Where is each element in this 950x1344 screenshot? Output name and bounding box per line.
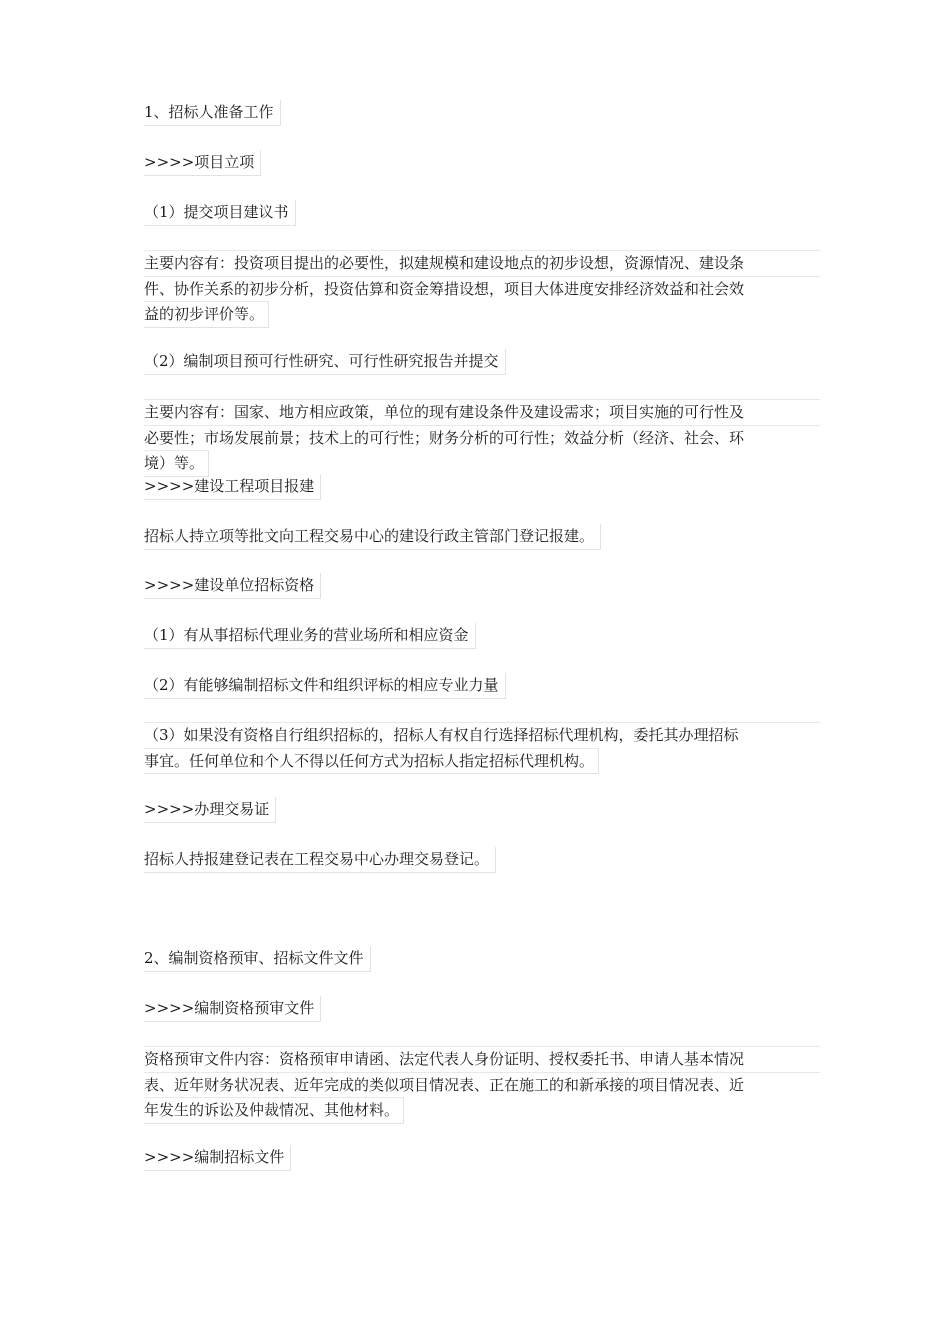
zige-item2: （2）有能够编制招标文件和组织评标的相应专业力量 xyxy=(144,673,506,699)
yushen-text xyxy=(144,1046,820,1124)
zhaobiao-title: >>>>编制招标文件 xyxy=(144,1145,291,1171)
yushen-title: >>>>编制资格预审文件 xyxy=(144,996,321,1022)
lixiang-item1-title: （1）提交项目建议书 xyxy=(144,200,296,226)
baojian-text: 招标人持立项等批文向工程交易中心的建设行政主管部门登记报建。 xyxy=(144,524,601,550)
paragraph-line: 事宜。任何单位和个人不得以任何方式为招标人指定招标代理机构。 xyxy=(144,748,599,775)
paragraph-line: 境）等。 xyxy=(144,450,209,477)
zige-item1: （1）有从事招标代理业务的营业场所和相应资金 xyxy=(144,623,476,649)
paragraph-line: 表、近年财务状况表、近年完成的类似项目情况表、正在施工的和新承接的项目情况表、近 xyxy=(144,1072,820,1098)
paragraph-line: 主要内容有：投资项目提出的必要性，拟建规模和建设地点的初步设想，资源情况、建设条 xyxy=(144,250,820,276)
paragraph-line: 益的初步评价等。 xyxy=(144,301,269,328)
paragraph-line: 件、协作关系的初步分析，投资估算和资金筹措设想，项目大体进度安排经济效益和社会效 xyxy=(144,276,820,302)
paragraph-line: 必要性；市场发展前景；技术上的可行性；财务分析的可行性；效益分析（经济、社会、环 xyxy=(144,425,820,451)
lixiang-item1-text xyxy=(144,250,820,328)
paragraph-line: 资格预审文件内容：资格预审申请函、法定代表人身份证明、授权委托书、申请人基本情况 xyxy=(144,1046,820,1072)
baojian-title: >>>>建设工程项目报建 xyxy=(144,474,321,500)
paragraph-line: 主要内容有：国家、地方相应政策，单位的现有建设条件及建设需求；项目实施的可行性及 xyxy=(144,399,820,425)
lixiang-title: >>>>项目立项 xyxy=(144,150,261,176)
paragraph-line: 年发生的诉讼及仲裁情况、其他材料。 xyxy=(144,1097,404,1124)
paragraph-line: （3）如果没有资格自行组织招标的，招标人有权自行选择招标代理机构，委托其办理招标 xyxy=(144,722,820,748)
section1-heading: 1、招标人准备工作 xyxy=(144,100,281,126)
jiaoyi-text: 招标人持报建登记表在工程交易中心办理交易登记。 xyxy=(144,847,496,873)
zige-item3 xyxy=(144,722,820,774)
lixiang-item2-title: （2）编制项目预可行性研究、可行性研究报告并提交 xyxy=(144,349,506,375)
jiaoyi-title: >>>>办理交易证 xyxy=(144,797,276,823)
zige-title: >>>>建设单位招标资格 xyxy=(144,573,321,599)
section2-heading: 2、编制资格预审、招标文件文件 xyxy=(144,946,371,972)
lixiang-item2-text xyxy=(144,399,820,477)
